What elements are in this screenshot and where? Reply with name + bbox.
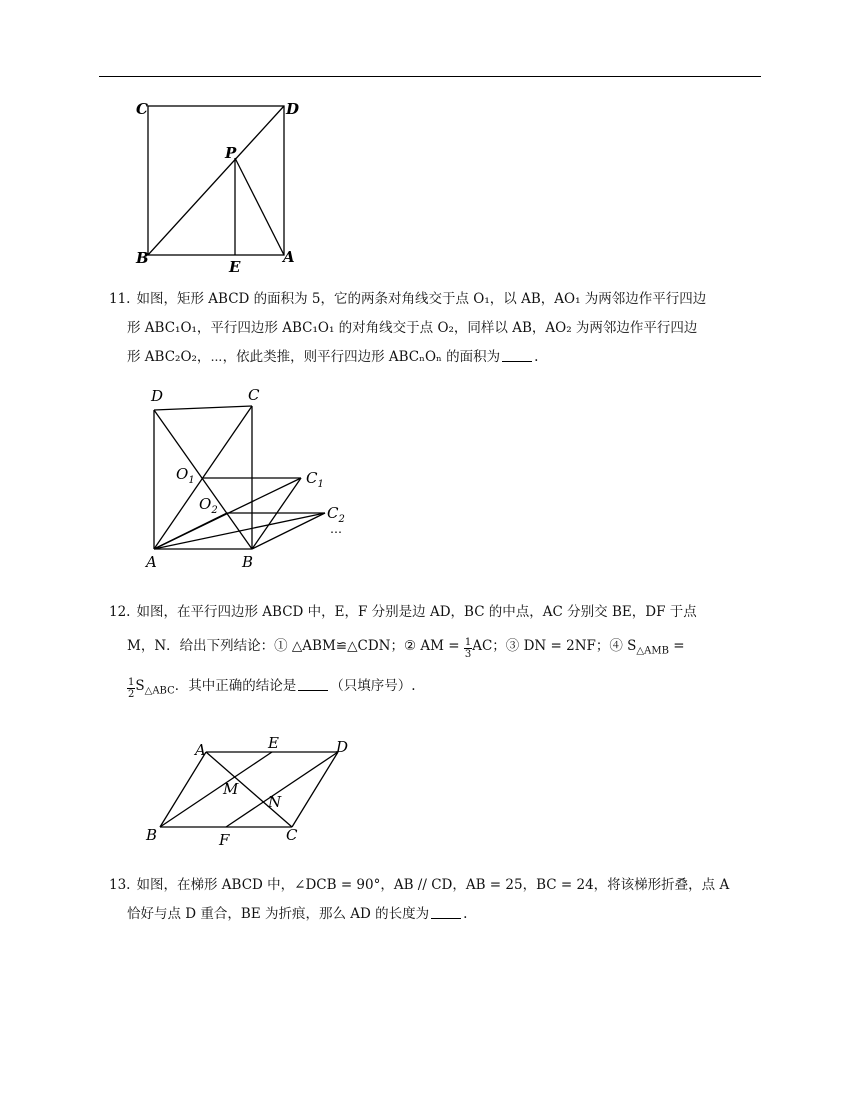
figure-square-cdba	[130, 96, 310, 276]
question-11-text-end: .	[534, 349, 539, 365]
question-11	[109, 285, 764, 372]
question-13-line-2	[109, 900, 764, 929]
header-rule	[99, 76, 761, 77]
diagonal-bd	[148, 106, 284, 255]
label-c: C	[286, 826, 298, 844]
label-f: F	[219, 831, 230, 849]
label-a: A	[283, 248, 295, 266]
question-11-text-3: 形 ABC₂O₂，⋯，依此类推，则平行四边形 ABCₙOₙ 的面积为	[127, 349, 501, 365]
figure-parallelogram-abcd	[140, 733, 360, 853]
question-12-text-3a: S	[135, 677, 145, 694]
question-13-line-1	[109, 871, 764, 900]
label-n: N	[268, 793, 282, 811]
side-ab	[160, 752, 206, 827]
question-13-text-2: 恰好与点 D 重合，BE 为折痕，那么 AD 的长度为	[127, 906, 430, 922]
label-ellipsis: ⋯	[330, 525, 342, 539]
side-dc	[292, 752, 338, 827]
label-b: B	[242, 553, 254, 571]
question-number: 12.	[109, 604, 131, 620]
label-p: P	[225, 144, 237, 162]
label-b: B	[136, 249, 149, 267]
segment-be	[160, 752, 272, 827]
answer-blank[interactable]	[502, 348, 532, 362]
subscript-amb: △AMB	[636, 645, 669, 657]
diagonal-a-c2	[154, 513, 325, 549]
question-12-line-1	[109, 595, 764, 629]
question-12-text-2b: AC；③ DN = 2NF；④ S	[472, 638, 637, 654]
label-e: E	[268, 734, 279, 752]
label-c1: $C_1$	[306, 469, 324, 490]
question-13-text-end: .	[463, 906, 468, 922]
fraction-one-third: $\frac{1}{3}$	[464, 637, 472, 660]
segment-pa	[235, 158, 284, 255]
segment-a-o2	[154, 513, 227, 549]
question-11-text-2: 形 ABC₁O₁，平行四边形 ABC₁O₁ 的对角线交于点 O₂，同样以 AB，AO₂ 为两邻边作平行四边	[127, 320, 698, 336]
label-e: E	[229, 258, 241, 276]
diagonal-ac	[206, 752, 292, 827]
answer-blank[interactable]	[431, 905, 461, 919]
question-11-line-2	[109, 314, 764, 343]
subscript-abc: △ABC	[144, 685, 175, 697]
segment-fd	[226, 752, 338, 827]
question-11-line-1	[109, 285, 764, 314]
figure-rectangle-parallelograms	[138, 383, 358, 578]
label-m: M	[223, 780, 239, 798]
label-d: D	[336, 738, 349, 756]
label-a: A	[146, 553, 157, 571]
label-c: C	[248, 386, 260, 404]
fraction-one-half: $\frac{1}{2}$	[128, 676, 135, 700]
question-12-text-3b: ．其中正确的结论是	[174, 677, 297, 694]
question-13	[109, 871, 764, 929]
segment-b-c2	[252, 513, 325, 549]
label-o2: $O_2$	[199, 495, 218, 516]
label-c2: $C_2$	[327, 504, 345, 525]
question-11-line-3	[109, 343, 764, 372]
question-12-line-3	[109, 669, 764, 709]
question-12	[109, 595, 764, 708]
label-b: B	[146, 826, 158, 844]
question-number: 11.	[109, 291, 131, 307]
question-11-text-1: 如图，矩形 ABCD 的面积为 5，它的两条对角线交于点 O₁，以 AB，AO₁ 为两邻边作平行四边	[136, 291, 707, 307]
side-dc	[154, 406, 252, 410]
label-d: D	[151, 387, 164, 405]
question-12-text-2a: M，N．给出下列结论：① △ABM≌△CDN；② AM =	[127, 638, 460, 654]
question-13-text-1: 如图，在梯形 ABCD 中，∠DCB = 90°，AB // CD，AB = 25，BC = 24，将该梯形折叠，点 A	[136, 877, 730, 893]
question-12-line-2	[109, 629, 764, 669]
question-12-text-2-end: =	[668, 638, 685, 654]
answer-blank[interactable]	[298, 677, 328, 691]
question-12-text-3-end: （只填序号）.	[330, 677, 416, 694]
question-number: 13.	[109, 877, 131, 893]
label-c: C	[136, 100, 148, 118]
label-d: D	[286, 100, 300, 118]
question-12-text-1: 如图，在平行四边形 ABCD 中，E，F 分别是边 AD，BC 的中点，AC 分别交 BE，DF 于点	[136, 604, 697, 620]
label-o1: $O_1$	[176, 465, 195, 486]
label-a: A	[195, 741, 206, 759]
